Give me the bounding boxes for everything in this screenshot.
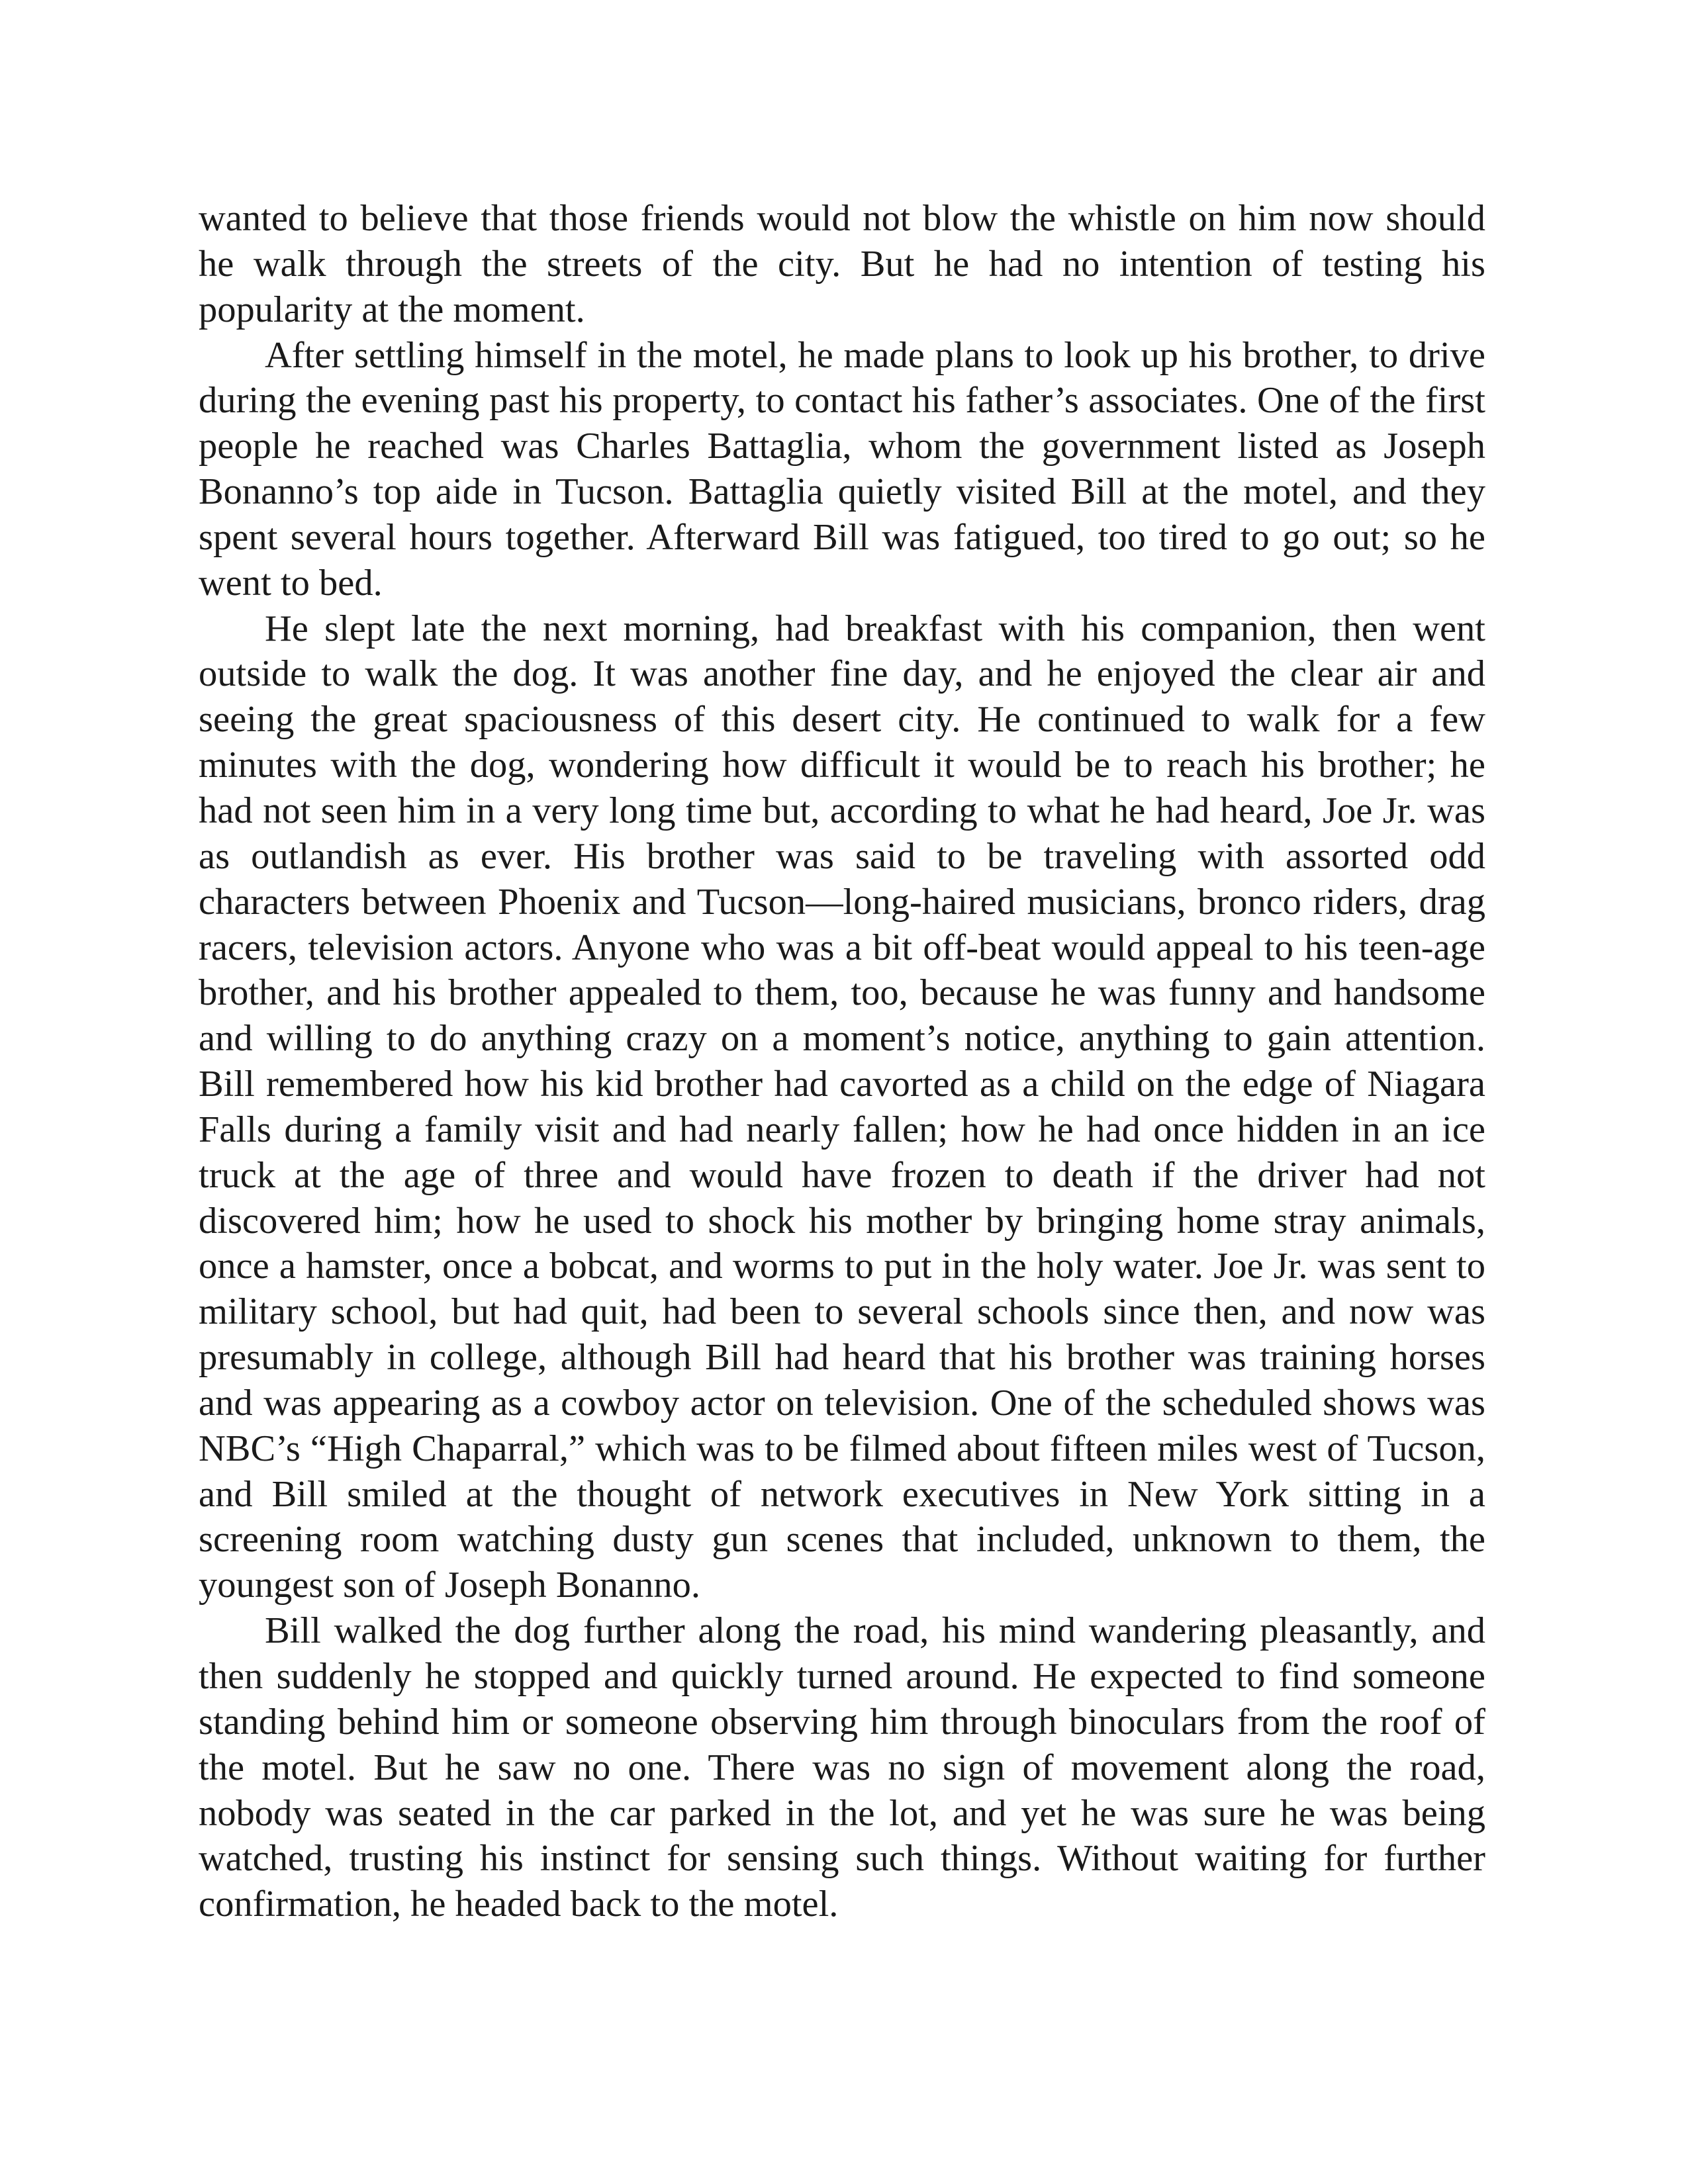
paragraph-2: After settling himself in the motel, he made plans to look up his brother, to drive during the evening past his property, to contact his father’s associates. One of the first people he reached was Charles Battaglia, whom the government listed as Joseph Bonanno’s top aide in Tucson. Battaglia quietly visited Bill at the motel, and they spent several hours together. Afterward Bill was fatigued, too tired to go out; so he went to bed. [199, 334, 1485, 604]
paragraph-1: wanted to believe that those friends would not blow the whistle on him now should he walk through the streets of the city. But he had no intention of testing his popularity at the moment. [199, 198, 1485, 330]
paragraph-3: He slept late the next morning, had breakfast with his companion, then went outside to walk the dog. It was another fine day, and he enjoyed the clear air and seeing the great spaciousness of this desert city. He continued to walk for a few minutes with the dog, wondering how difficult it would be to reach his brother; he had not seen him in a very long time but, according to what he had heard, Joe Jr. was as outlandish as ever. His brother was said to be traveling with assorted odd characters between Phoenix and Tucson—long-haired musicians, bronco riders, drag racers, television actors. Anyone who was a bit off-beat would appeal to his teen-age brother, and his brother appealed to them, too, because he was funny and handsome and willing to do anything crazy on a moment’s notice, anything to gain attention. Bill remembered how his kid brother had cavorted as a child on the edge of Niagara Falls during a family visit and had nearly fallen; how he had once hidden in an ice truck at the age of three and would have frozen to death if the driver had not discovered him; how he used to shock his mother by bringing home stray animals, once a hamster, once a bobcat, and worms to put in the holy water. Joe Jr. was sent to military school, but had quit, had been to several schools since then, and now was presumably in college, although Bill had heard that his brother was training horses and was appearing as a cowboy actor on television. One of the scheduled shows was NBC’s “High Chaparral,” which was to be filmed about fifteen miles west of Tucson, and Bill smiled at the thought of network executives in New York sitting in a screening room watching dusty gun scenes that included, unknown to them, the youngest son of Joseph Bonanno. [199, 608, 1485, 1606]
paragraph-4: Bill walked the dog further along the road, his mind wandering pleasantly, and then suddenly he stopped and quickly turned around. He expected to find someone standing behind him or someone observing him through binoculars from the roof of the motel. But he saw no one. There was no sign of movement along the road, nobody was seated in the car parked in the lot, and yet he was sure he was being watched, trusting his instinct for sensing such things. Without waiting for further confirmation, he headed back to the motel. [199, 1610, 1485, 1925]
body-text [199, 196, 1485, 1927]
